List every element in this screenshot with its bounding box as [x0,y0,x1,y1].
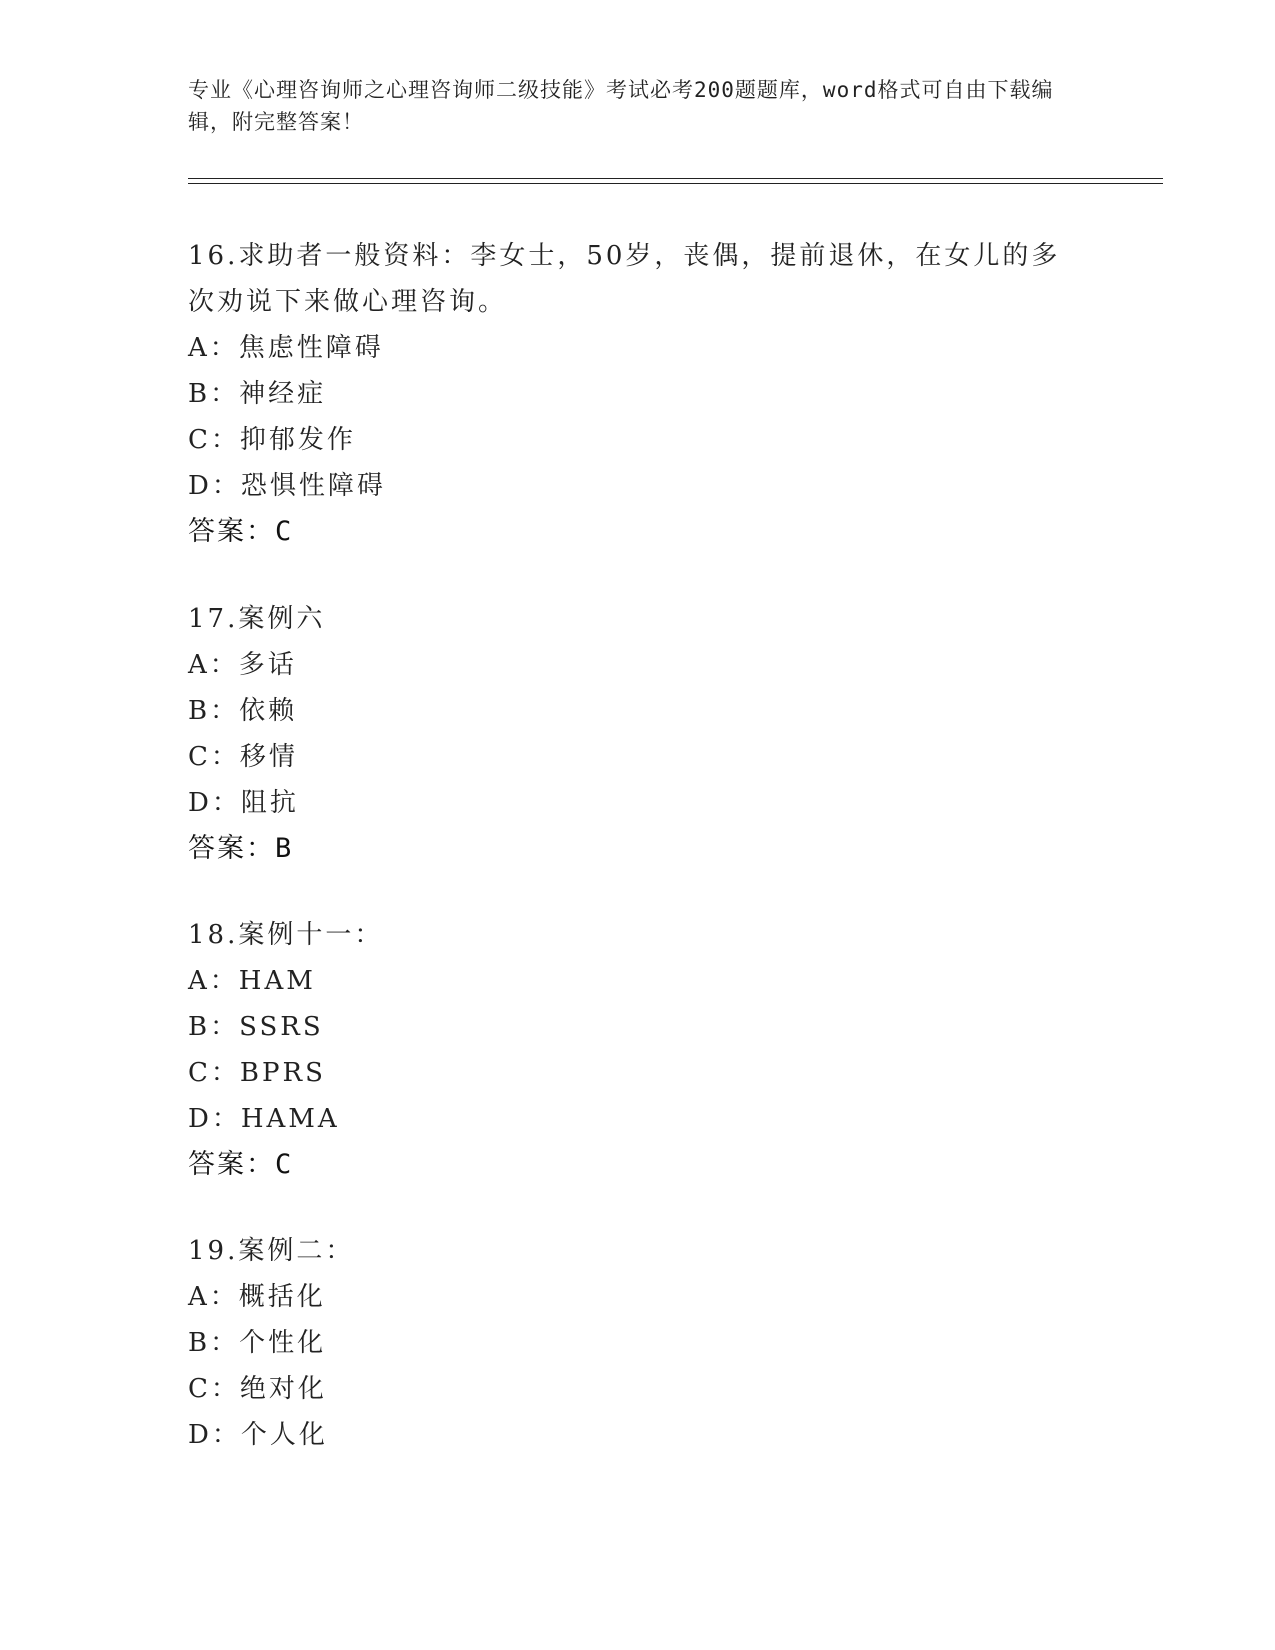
question-stem: 18.案例十一： [188,920,384,950]
question-17 [188,596,1088,872]
question-stem: 16.求助者一般资料：李女士，50岁，丧偶，提前退休，在女儿的多次劝说下来做心理咨询。 [188,241,1061,317]
answer: 答案：C [188,516,294,547]
answer: 答案：B [188,833,294,864]
option-d: D：恐惧性障碍 [188,471,386,501]
option-c: C：移情 [188,742,298,772]
question-18 [188,912,1088,1188]
option-b: B：神经症 [188,379,327,409]
question-stem: 19.案例二： [188,1236,355,1266]
option-c: C：BPRS [188,1058,326,1088]
option-b: B：依赖 [188,696,298,726]
header-divider-bottom [188,183,1163,184]
option-c: C：抑郁发作 [188,425,356,455]
question-16 [188,233,1088,555]
option-d: D：阻抗 [188,788,299,818]
option-a: A：HAM [188,966,316,996]
option-d: D：个人化 [188,1420,328,1450]
option-a: A：焦虑性障碍 [188,333,384,363]
answer: 答案：C [188,1149,294,1180]
option-c: C：绝对化 [188,1374,327,1404]
option-d: D：HAMA [188,1104,340,1134]
header-divider-top [188,178,1163,179]
option-b: B：SSRS [188,1012,324,1042]
question-stem: 17.案例六 [188,604,326,634]
option-a: A：概括化 [188,1282,326,1312]
question-19 [188,1228,1088,1458]
option-b: B：个性化 [188,1328,327,1358]
option-a: A：多话 [188,650,297,680]
document-intro: 专业《心理咨询师之心理咨询师二级技能》考试必考200题题库，word格式可自由下载编辑，附完整答案！ [188,78,1054,134]
